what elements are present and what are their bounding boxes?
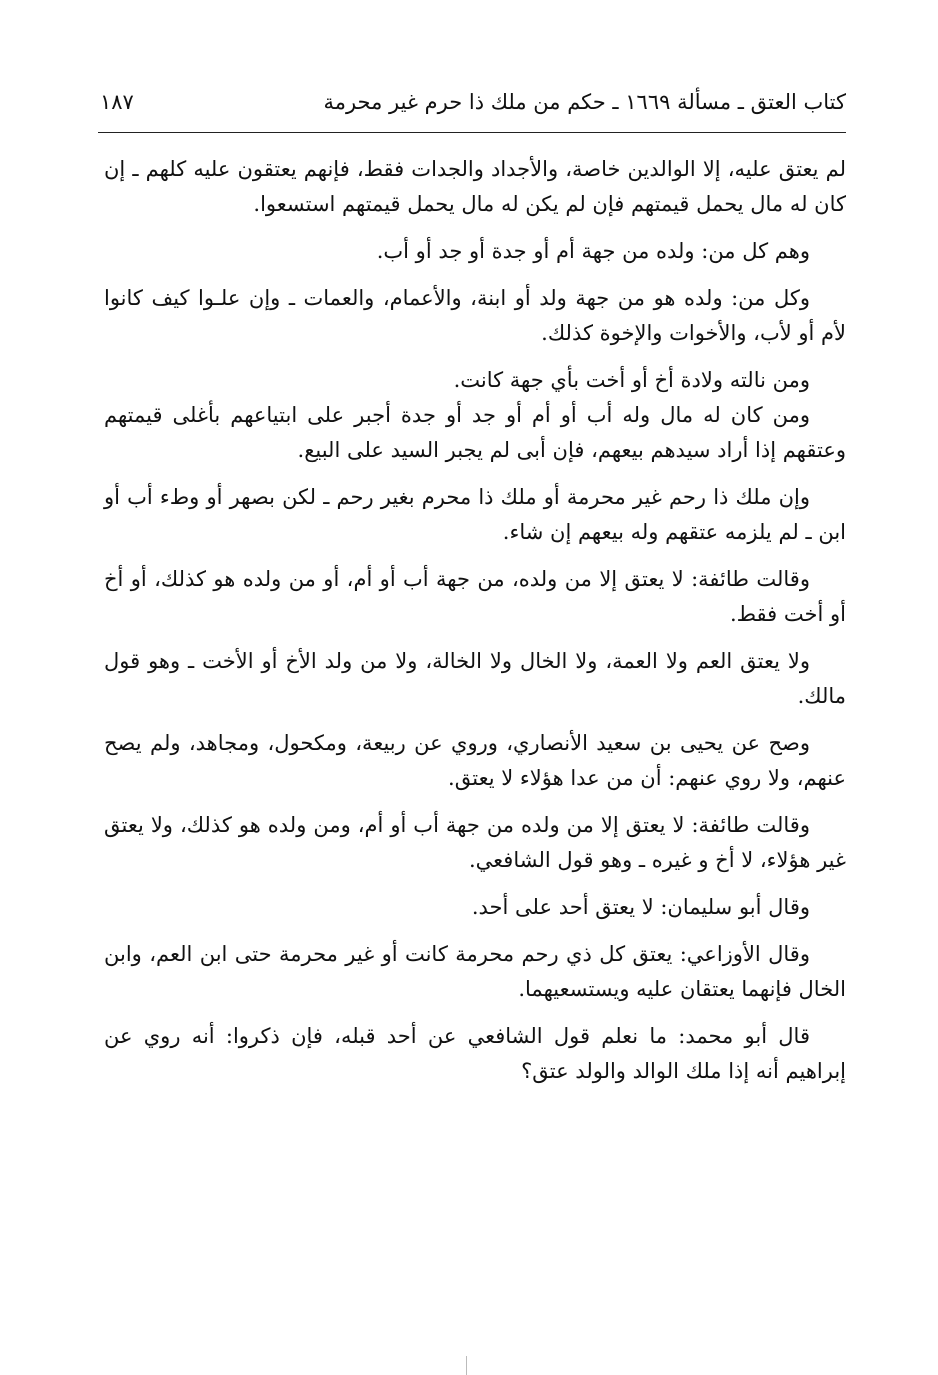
paragraph: قال أبو محمد: ما نعلم قول الشافعي عن أحد قبله، فإن ذكروا: أنه روي عن إبراهيم أنه إذا ملك الوالد والولد عتق؟ [104, 1024, 846, 1083]
header-divider [98, 132, 846, 133]
running-header [100, 84, 846, 120]
paragraph: وصح عن يحيى بن سعيد الأنصاري، وروي عن ربيعة، ومكحول، ومجاهد، ولم يصح عنهم، ولا روي عنهم: أن من عدا هؤلاء لا يعتق. [104, 731, 846, 790]
paragraph: وكل من: ولده هو من جهة ولد أو ابنة، والأعمام، والعمات ـ وإن علـوا كيف كانوا لأم أو لأب، والأخوات والإخوة كذلك. [104, 286, 846, 345]
paragraph: لم يعتق عليه، إلا الوالدين خاصة، والأجداد والجدات فقط، فإنهم يعتقون عليه كلهم ـ إن كان له مال يحمل قيمتهم فإن لم يكن له مال يحمل قيمتهم استسعوا. [104, 157, 846, 216]
page-number: ١٨٧ [100, 90, 134, 114]
paragraph: وقال الأوزاعي: يعتق كل ذي رحم محرمة كانت أو غير محرمة حتى ابن العم، وابن الخال فإنهما يعتقان عليه ويستسعيهما. [104, 942, 846, 1001]
paragraph: ومن نالته ولادة أخ أو أخت بأي جهة كانت. [453, 368, 810, 392]
paragraph: وقالت طائفة: لا يعتق إلا من ولده من جهة أب أو أم، ومن ولده هو كذلك، ولا يعتق غير هؤلاء، لا أخ و غيره ـ وهو قول الشافعي. [104, 813, 846, 872]
paragraph: ومن كان له مال وله أب أو أم أو جد أو جدة أجبر على ابتياعهم بأغلى قيمتهم وعتقهم إذا أراد سيدهم بيعهم، فإن أبى لم يجبر السيد على البيع. [104, 403, 846, 462]
paragraph: وقالت طائفة: لا يعتق إلا من ولده، من جهة أب أو أم، أو من ولده هو كذلك، أو أخ أو أخت فقط. [104, 567, 846, 626]
scan-mark [466, 1356, 467, 1375]
paragraph: وإن ملك ذا رحم غير محرمة أو ملك ذا محرم بغير رحم ـ لكن بصهر أو وطء أب أو ابن ـ لم يلزمه عتقهم وله بيعهم إن شاء. [104, 485, 846, 544]
paragraph: ولا يعتق العم ولا العمة، ولا الخال ولا الخالة، ولا من ولد الأخ أو الأخت ـ وهو قول مالك. [104, 649, 846, 708]
paragraph: وقال أبو سليمان: لا يعتق أحد على أحد. [471, 895, 810, 919]
text-body [104, 152, 846, 1101]
paragraph: وهم كل من: ولده من جهة أم أو جدة أو جد أو أب. [376, 239, 810, 263]
chapter-title: كتاب العتق ـ مسألة ١٦٦٩ ـ حكم من ملك ذا حرم غير محرمة [323, 90, 846, 114]
